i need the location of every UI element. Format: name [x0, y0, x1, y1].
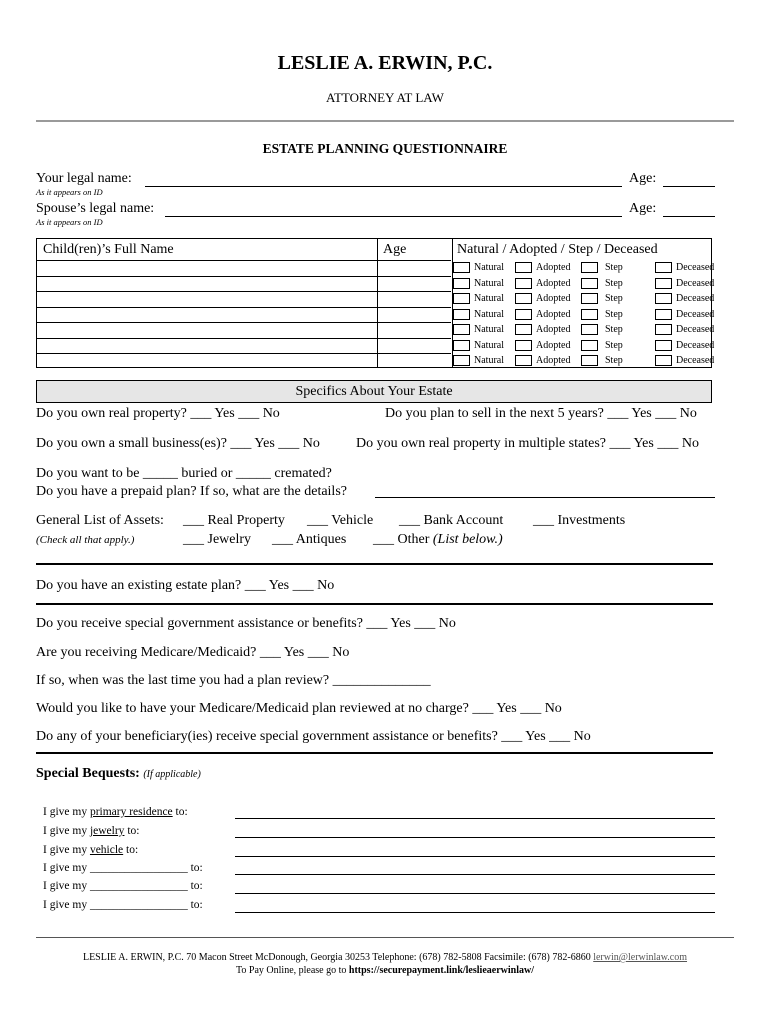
- spouse-age-label: Age:: [629, 201, 657, 216]
- checkbox-natural[interactable]: [453, 309, 470, 320]
- q-burial: Do you want to be _____ buried or _____ cremated?: [36, 466, 332, 481]
- checkbox-deceased[interactable]: [655, 324, 672, 335]
- option-natural: Natural: [474, 339, 504, 351]
- q-existing-estate-plan: Do you have an existing estate plan? ___ Yes ___ No: [36, 578, 335, 593]
- option-step: Step: [605, 308, 623, 320]
- checkbox-natural[interactable]: [453, 340, 470, 351]
- table-row-divider: [37, 353, 451, 354]
- checkbox-adopted[interactable]: [515, 293, 532, 304]
- bequest-jewelry: I give my jewelry to:: [43, 825, 140, 837]
- option-deceased: Deceased: [676, 308, 715, 320]
- asset-jewelry[interactable]: ___ Jewelry: [183, 532, 252, 547]
- option-step: Step: [605, 293, 623, 304]
- table-row-divider: [37, 260, 451, 261]
- option-adopted: Adopted: [536, 277, 571, 289]
- checkbox-step[interactable]: [581, 262, 598, 273]
- bequest-vehicle-field[interactable]: [235, 856, 715, 857]
- asset-other-label: ___ Other: [373, 532, 430, 547]
- option-deceased: Deceased: [676, 262, 715, 273]
- asset-other[interactable]: [373, 532, 503, 548]
- option-natural: Natural: [474, 262, 504, 273]
- checkbox-adopted[interactable]: [515, 262, 532, 273]
- bequests-note: (If applicable): [143, 769, 201, 780]
- col-status: Natural / Adopted / Step / Deceased: [457, 242, 658, 257]
- firm-subtitle: ATTORNEY AT LAW: [326, 90, 444, 105]
- asset-investments[interactable]: ___ Investments: [533, 513, 626, 528]
- footer-payment: To Pay Online, please go to https://securepayment.link/leslieaerwinlaw/: [236, 965, 534, 976]
- payment-link[interactable]: https://securepayment.link/leslieaerwinlaw/: [348, 965, 534, 976]
- form-title: ESTATE PLANNING QUESTIONNAIRE: [262, 141, 508, 156]
- bequest-primary-residence: I give my primary residence to:: [43, 806, 188, 818]
- bequest-primary-residence-field[interactable]: [235, 818, 715, 819]
- checkbox-step[interactable]: [581, 278, 598, 289]
- option-natural: Natural: [474, 293, 504, 304]
- q-beneficiary-assistance: Do any of your beneficiary(ies) receive special government assistance or benefits? ___ Yes ___ No: [36, 729, 591, 744]
- table-row-divider: [37, 322, 451, 323]
- bequest-custom-3-field[interactable]: [235, 912, 715, 913]
- checkbox-natural[interactable]: [453, 278, 470, 289]
- checkbox-step[interactable]: [581, 340, 598, 351]
- assets-note: (Check all that apply.): [36, 534, 135, 546]
- checkbox-adopted[interactable]: [515, 278, 532, 289]
- option-natural: Natural: [474, 277, 504, 289]
- q-real-property: Do you own real property? ___ Yes ___ No: [36, 406, 280, 421]
- legal-name-label: Your legal name:: [36, 171, 132, 186]
- bequest-custom-2-field[interactable]: [235, 893, 715, 894]
- bequest-jewelry-field[interactable]: [235, 837, 715, 838]
- checkbox-adopted[interactable]: [515, 309, 532, 320]
- age-label: Age:: [629, 171, 657, 186]
- checkbox-step[interactable]: [581, 355, 598, 366]
- table-row: [453, 323, 715, 338]
- checkbox-adopted[interactable]: [515, 355, 532, 366]
- option-step: Step: [605, 262, 623, 273]
- option-deceased: Deceased: [676, 339, 715, 351]
- option-adopted: Adopted: [536, 293, 571, 304]
- option-deceased: Deceased: [676, 277, 715, 289]
- bequest-custom-3: I give my _________________ to:: [43, 899, 203, 911]
- q-multiple-states: Do you own real property in multiple states? ___ Yes ___ No: [356, 436, 699, 451]
- asset-antiques[interactable]: ___ Antiques: [272, 532, 347, 547]
- asset-vehicle[interactable]: ___ Vehicle: [307, 513, 374, 528]
- option-deceased: Deceased: [676, 324, 715, 335]
- checkbox-natural[interactable]: [453, 355, 470, 366]
- table-row: [453, 339, 715, 354]
- option-adopted: Adopted: [536, 355, 571, 366]
- option-natural: Natural: [474, 308, 504, 320]
- specifics-heading: Specifics About Your Estate: [36, 380, 712, 403]
- asset-other-note: (List below.): [432, 532, 503, 547]
- asset-real-property[interactable]: ___ Real Property: [183, 513, 285, 528]
- checkbox-deceased[interactable]: [655, 355, 672, 366]
- footer-divider: [36, 937, 734, 938]
- q-review-offer: Would you like to have your Medicare/Medicaid plan reviewed at no charge? ___ Yes ___ No: [36, 701, 562, 716]
- option-adopted: Adopted: [536, 339, 571, 351]
- option-step: Step: [605, 277, 623, 289]
- checkbox-deceased[interactable]: [655, 262, 672, 273]
- bequest-custom-1: I give my _________________ to:: [43, 862, 203, 874]
- table-row: [453, 292, 715, 307]
- firm-name: LESLIE A. ERWIN, P.C.: [277, 52, 493, 74]
- option-adopted: Adopted: [536, 308, 571, 320]
- assets-label: General List of Assets:: [36, 513, 164, 528]
- footer-email-link[interactable]: lerwin@lerwinlaw.com: [593, 952, 688, 963]
- prepaid-details-field[interactable]: [375, 497, 715, 498]
- table-row-divider: [37, 338, 451, 339]
- checkbox-step[interactable]: [581, 293, 598, 304]
- beneficiary-line[interactable]: [36, 752, 713, 754]
- option-adopted: Adopted: [536, 262, 571, 273]
- table-row: [453, 308, 715, 323]
- bequest-vehicle: I give my vehicle to:: [43, 844, 139, 856]
- table-row-divider: [37, 291, 451, 292]
- footer-address: LESLIE A. ERWIN, P.C. 70 Macon Street McDonough, Georgia 30253 Telephone: (678) 782-5808 Facsimile: (678) 782-6860 lerwin@lerwinlaw.com: [82, 952, 688, 963]
- assets-list-line[interactable]: [36, 563, 713, 565]
- q-sell-5-years: Do you plan to sell in the next 5 years? ___ Yes ___ No: [385, 406, 697, 421]
- age-field[interactable]: [663, 186, 715, 187]
- asset-bank-account[interactable]: ___ Bank Account: [399, 513, 504, 528]
- table-row: [453, 354, 715, 369]
- table-row: [453, 261, 715, 276]
- q-gov-assistance: Do you receive special government assistance or benefits? ___ Yes ___ No: [36, 616, 456, 631]
- spouse-age-field[interactable]: [663, 216, 715, 217]
- q-prepaid-plan: Do you have a prepaid plan? If so, what are the details?: [36, 484, 347, 499]
- checkbox-deceased[interactable]: [655, 293, 672, 304]
- option-step: Step: [605, 355, 623, 366]
- bequest-custom-2: I give my _________________ to:: [43, 880, 203, 892]
- checkbox-deceased[interactable]: [655, 309, 672, 320]
- bequest-custom-1-field[interactable]: [235, 874, 715, 875]
- checkbox-natural[interactable]: [453, 293, 470, 304]
- option-step: Step: [605, 324, 623, 335]
- checkbox-natural[interactable]: [453, 262, 470, 273]
- option-natural: Natural: [474, 324, 504, 335]
- spouse-name-label: Spouse’s legal name:: [36, 201, 155, 216]
- header-divider: [36, 120, 734, 122]
- legal-name-hint: As it appears on ID: [36, 187, 103, 197]
- estate-plan-line[interactable]: [36, 603, 713, 605]
- option-adopted: Adopted: [536, 324, 571, 335]
- checkbox-deceased[interactable]: [655, 278, 672, 289]
- legal-name-field[interactable]: [145, 186, 622, 187]
- col-child-name: Child(ren)’s Full Name: [43, 242, 174, 257]
- q-medicare: Are you receiving Medicare/Medicaid? ___ Yes ___ No: [36, 645, 350, 660]
- option-deceased: Deceased: [676, 355, 715, 366]
- bequests-heading: Special Bequests: (If applicable): [36, 766, 201, 781]
- checkbox-natural[interactable]: [453, 324, 470, 335]
- spouse-name-field[interactable]: [165, 216, 622, 217]
- q-plan-review: If so, when was the last time you had a plan review? ______________: [36, 673, 431, 688]
- table-row: [453, 277, 715, 292]
- checkbox-deceased[interactable]: [655, 340, 672, 351]
- checkbox-adopted[interactable]: [515, 324, 532, 335]
- checkbox-step[interactable]: [581, 324, 598, 335]
- children-table: [36, 238, 715, 368]
- option-step: Step: [605, 339, 623, 351]
- option-deceased: Deceased: [676, 293, 715, 304]
- table-row-divider: [37, 276, 451, 277]
- q-small-business: Do you own a small business(es)? ___ Yes ___ No: [36, 436, 320, 451]
- checkbox-adopted[interactable]: [515, 340, 532, 351]
- checkbox-step[interactable]: [581, 309, 598, 320]
- col-age: Age: [383, 242, 407, 257]
- table-row-divider: [37, 307, 451, 308]
- spouse-name-hint: As it appears on ID: [36, 217, 103, 227]
- option-natural: Natural: [474, 355, 504, 366]
